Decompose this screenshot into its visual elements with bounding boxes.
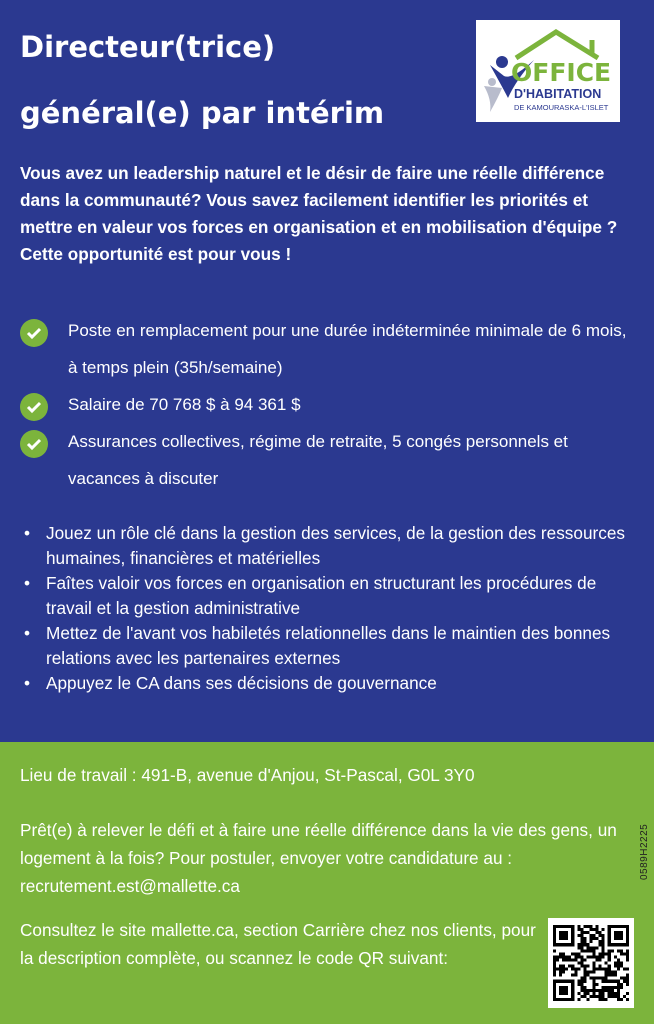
- intro-text: Vous avez un leadership naturel et le désir de faire une réelle différence dans la communauté? Vous savez facilement identifier les priorités et mettre en valeur vos forces en organisation et en mobilisation d'équipe ? Cette opportunité est pour vous !: [20, 163, 618, 264]
- check-item: Poste en remplacement pour une durée indéterminée minimale de 6 mois, à temps plein (35h/semaine): [20, 312, 640, 386]
- responsibilities-list: [22, 521, 632, 696]
- list-item: • Jouez un rôle clé dans la gestion des services, de la gestion des ressources humaines, financières et matérielles: [22, 521, 632, 571]
- page-title: Directeur(trice) général(e) par intérim: [20, 30, 385, 130]
- check-icon: [20, 319, 48, 347]
- list-item: • Appuyez le CA dans ses décisions de gouvernance: [22, 671, 632, 696]
- lower-content: [20, 764, 625, 972]
- consult-text: Consultez le site mallette.ca, section Carrière chez nos clients, pour la description complète, ou scannez le code QR suivant:: [20, 920, 536, 968]
- check-icon: [20, 393, 48, 421]
- company-logo: OFFICE D'HABITATION DE KAMOURASKA-L'ISLET: [476, 20, 620, 122]
- list-item: • Faîtes valoir vos forces en organisation en structurant les procédures de travail et la gestion administrative: [22, 571, 632, 621]
- upper-content: [20, 160, 645, 696]
- check-icon: [20, 430, 48, 458]
- check-item: Salaire de 70 768 $ à 94 361 $: [20, 386, 640, 423]
- apply-text: Prêt(e) à relever le défi et à faire une réelle différence dans la vie des gens, un logement à la fois? Pour postuler, envoyer votre candidature au : recrutement.est@mallette.ca: [20, 820, 617, 896]
- checklist: [20, 312, 640, 497]
- check-item: Assurances collectives, régime de retraite, 5 congés personnels et vacances à discuter: [20, 423, 640, 497]
- qr-code[interactable]: [548, 918, 634, 1008]
- work-location: Lieu de travail : 491-B, avenue d'Anjou, St-Pascal, G0L 3Y0: [20, 765, 475, 785]
- list-item: • Mettez de l'avant vos habiletés relationnelles dans le maintien des bonnes relations avec les partenaires externes: [22, 621, 632, 671]
- reference-code: 0589H2225: [639, 823, 650, 880]
